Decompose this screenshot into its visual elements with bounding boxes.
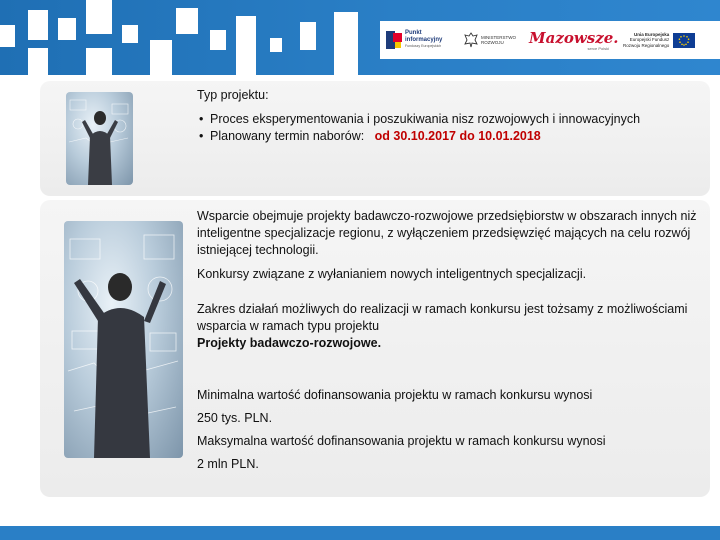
ue-line2: Europejski Fundusz	[629, 37, 670, 43]
mz-line1: MINISTERSTWO	[481, 34, 516, 40]
decor-square	[334, 12, 358, 75]
decor-square	[58, 18, 76, 40]
max-funding-value: 2 mln PLN.	[197, 457, 259, 471]
project-type-list	[197, 111, 697, 145]
mazowsze-logo	[525, 21, 617, 59]
logo-strip	[380, 21, 720, 59]
scope-project-type: Projekty badawczo-rozwojowe.	[197, 336, 382, 350]
scope-description	[197, 301, 697, 352]
decor-square	[300, 22, 316, 50]
decor-square	[28, 48, 48, 75]
decor-square	[270, 38, 282, 52]
businessman-large-photo	[64, 221, 183, 458]
ue-line3: Rozwoju Regionalnego	[623, 42, 670, 48]
scope-text: Zakres działań możliwych do realizacji w ramach konkursu jest tożsamy z możliwościami wsparcia w ramach typu projektu	[197, 302, 688, 333]
min-funding-text: Minimalna wartość dofinansowania projektu w ramach konkursu wynosi	[197, 388, 593, 402]
max-funding-text: Maksymalna wartość dofinansowania projektu w ramach konkursu wynosi	[197, 434, 606, 448]
decor-square	[122, 25, 138, 43]
decor-square	[28, 10, 48, 40]
mz-line2: ROZWOJU	[481, 40, 504, 45]
contests-description: Konkursy związane z wyłanianiem nowych inteligentnych specjalizacji.	[197, 267, 587, 281]
eu-flag-icon	[673, 33, 695, 48]
ministry-logo	[460, 21, 525, 59]
mazowsze-sub: serce Polski	[587, 45, 609, 51]
schedule-dates: od 30.10.2017 do 10.01.2018	[374, 129, 541, 143]
mazowsze-name: Mazowsze.	[529, 28, 619, 47]
decor-square	[176, 8, 198, 34]
header-band	[0, 0, 720, 75]
eagle-icon	[464, 32, 478, 48]
decor-square	[236, 16, 256, 75]
eu-logo	[617, 21, 717, 59]
funding-values	[197, 384, 697, 476]
schedule-label: Planowany termin naborów:	[210, 129, 365, 143]
decor-square	[86, 48, 112, 75]
min-funding-value: 250 tys. PLN.	[197, 411, 273, 425]
bullet-text: Proces eksperymentowania i poszukiwania nisz rozwojowych i innowacyjnych	[210, 112, 641, 126]
footer-band	[0, 526, 720, 540]
support-description: Wsparcie obejmuje projekty badawczo-rozwojowe przedsiębiorstw w obszarach innych niż inteligentne specjalizacje regionu, z wyłączeniem przedsięwzięć mających na celu rozwój istniejącej technologii.	[197, 209, 697, 257]
decor-square	[150, 40, 172, 75]
businessman-small-photo	[66, 92, 133, 185]
fe-logo	[380, 21, 460, 59]
decor-square	[86, 0, 112, 34]
ue-line1: Unia Europejska	[634, 31, 670, 37]
fe-line2: informacyjny	[405, 36, 443, 43]
decor-square	[0, 25, 15, 47]
fe-mark-icon	[386, 29, 402, 51]
list-item	[197, 128, 697, 145]
fe-line1: Punkt	[405, 30, 422, 37]
fe-sub: Funduszy Europejskich	[405, 44, 442, 49]
project-type-label: Typ projektu:	[197, 88, 269, 102]
list-item	[197, 111, 697, 128]
decor-square	[210, 30, 226, 50]
